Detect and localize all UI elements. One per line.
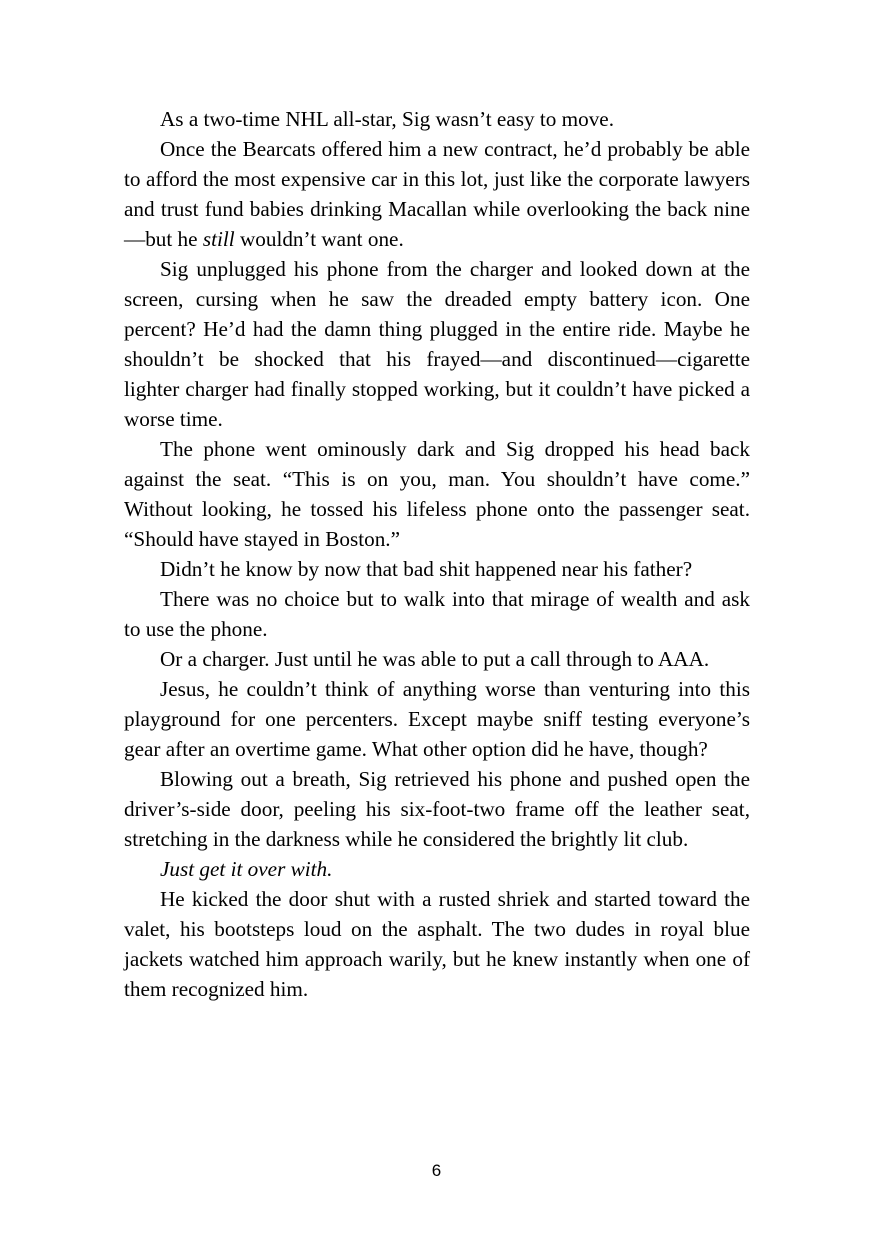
paragraph-2-run-3: wouldn’t want one. [234,227,404,251]
paragraph-10-internal-thought: Just get it over with. [160,857,333,881]
paragraph-9: Blowing out a breath, Sig retrieved his phone and pushed open the driver’s-side door, peeling his six-foot-two frame off the leather seat, stretching in the darkness while he considered the brightly lit club. [124,767,750,851]
body-text-column [124,104,750,1004]
paragraph-5: Didn’t he know by now that bad shit happened near his father? [160,557,693,581]
paragraph-6: There was no choice but to walk into that mirage of wealth and ask to use the phone. [124,587,750,641]
paragraph-1: As a two-time NHL all-star, Sig wasn’t easy to move. [160,107,615,131]
paragraph-4: The phone went ominously dark and Sig dropped his head back against the seat. “This is on you, man. You shouldn’t have come.” Without looking, he tossed his lifeless phone onto the passenger seat. “Should have stayed in Boston.” [124,437,750,551]
emphasis-still: still [202,227,235,251]
page-number: 6 [431,1161,442,1180]
paragraph-3: Sig unplugged his phone from the charger and looked down at the screen, cursing when he saw the dreaded empty battery icon. One percent? He’d had the damn thing plugged in the entire ride. Maybe he shouldn’t be shocked that his frayed—and discontinued—cigarette lighter charger had finally stopped working, but it couldn’t have picked a worse time. [124,257,750,431]
paragraph-11: He kicked the door shut with a rusted shriek and started toward the valet, his bootsteps loud on the asphalt. The two dudes in royal blue jackets watched him approach warily, but he knew instantly when one of them recognized him. [124,887,750,1001]
paragraph-2 [124,134,750,254]
paragraph-8: Jesus, he couldn’t think of anything worse than venturing into this playground for one percenters. Except maybe sniff testing everyone’s gear after an overtime game. What other option did he have, though? [124,677,750,761]
paragraph-2-run-1: Once the Bearcats offered him a new contract, he’d probably be able to afford the most expensive car in this lot, just like the corporate lawyers and trust fund babies drinking Macallan while overlooking the back nine—but he [124,137,750,251]
paragraph-7: Or a charger. Just until he was able to put a call through to AAA. [160,647,710,671]
